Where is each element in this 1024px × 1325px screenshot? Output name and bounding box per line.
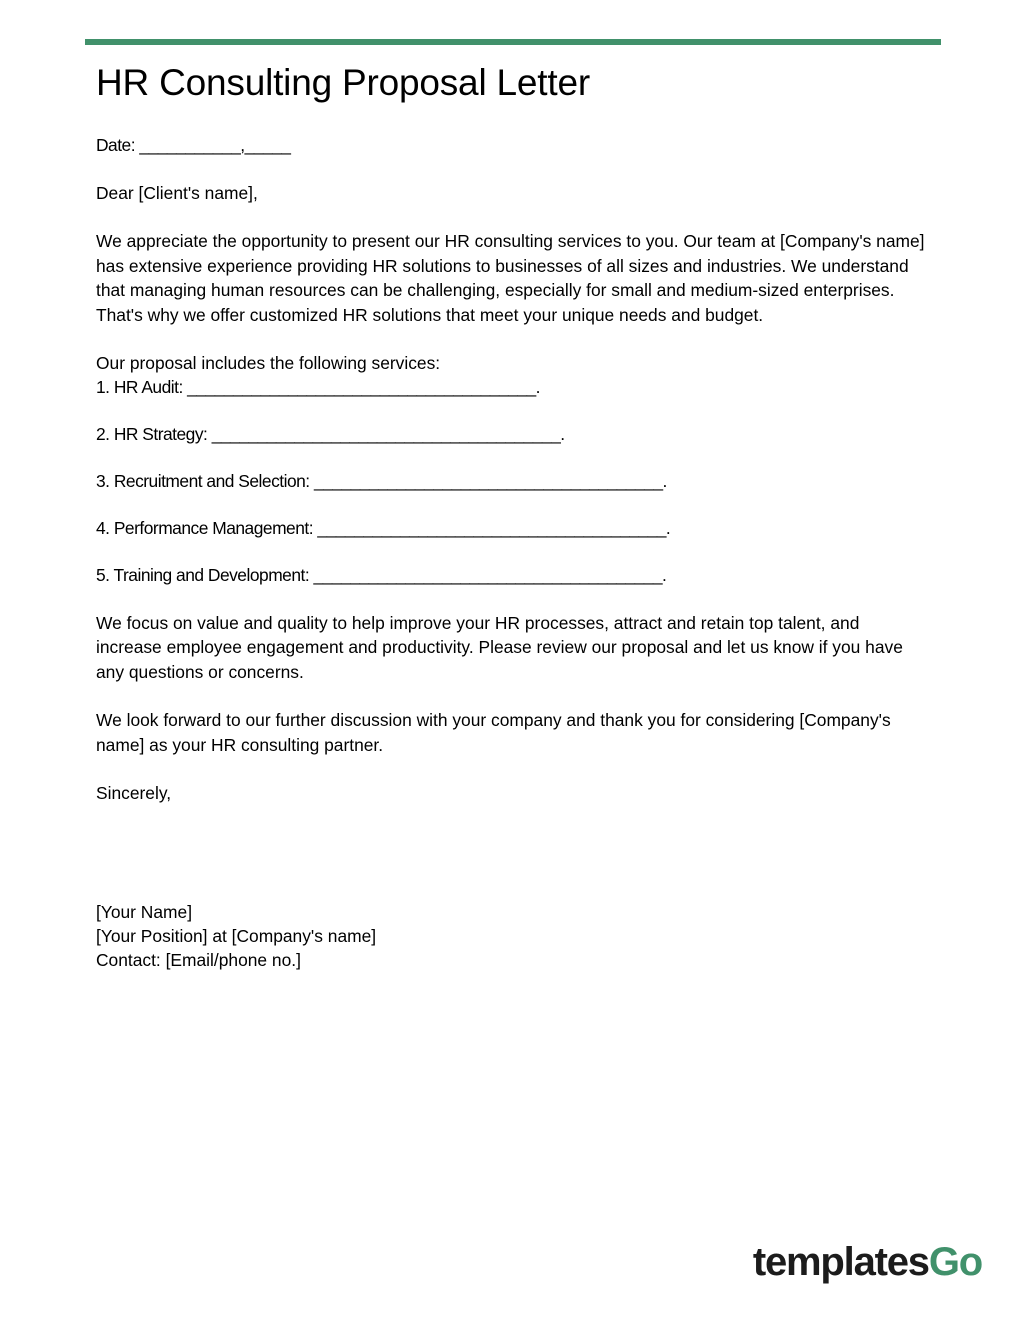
brand-name-accent: Go [928, 1240, 982, 1284]
spacer [96, 446, 928, 469]
spacer [96, 587, 928, 611]
templatesgo-logo [753, 1242, 982, 1282]
date-line[interactable]: Date: ___________,_____ [96, 135, 291, 156]
service-item-1[interactable]: 1. HR Audit: ______________________________________. [96, 377, 540, 398]
letter-body [96, 62, 928, 972]
spacer [96, 493, 928, 516]
page-title: HR Consulting Proposal Letter [96, 62, 590, 103]
spacer [96, 540, 928, 563]
salutation: Dear [Client's name], [96, 183, 258, 204]
sign-off: Sincerely, [96, 783, 172, 804]
signature-space [96, 805, 928, 900]
service-item-2[interactable]: 2. HR Strategy: ______________________________________. [96, 424, 565, 445]
spacer [96, 684, 928, 708]
services-intro: Our proposal includes the following services: [96, 353, 441, 374]
service-item-4[interactable]: 4. Performance Management: ______________________________________. [96, 518, 671, 539]
spacer [96, 757, 928, 781]
service-item-3[interactable]: 3. Recruitment and Selection: ______________________________________. [96, 471, 667, 492]
service-item-5[interactable]: 5. Training and Development: ______________________________________. [96, 565, 667, 586]
signature-position[interactable]: [Your Position] at [Company's name] [96, 926, 377, 947]
header-accent-rule [85, 39, 941, 45]
spacer [96, 327, 928, 351]
intro-paragraph: We appreciate the opportunity to present our HR consulting services to you. Our team at [Company's name] has extensive experience providing HR solutions to businesses of all sizes and industries. We understand that managing human resources can be challenging, especially for small and medium-sized enterprises. That's why we offer customized HR solutions that meet your unique needs and budget. [96, 231, 925, 325]
signature-contact[interactable]: Contact: [Email/phone no.] [96, 950, 301, 971]
brand-name-primary: templates [752, 1240, 929, 1284]
spacer [96, 157, 928, 181]
closing-paragraph: We look forward to our further discussion with your company and thank you for considering [Company's name] as your HR consulting partner. [96, 710, 891, 755]
spacer [96, 399, 928, 422]
value-paragraph: We focus on value and quality to help improve your HR processes, attract and retain top talent, and increase employee engagement and productivity. Please review our proposal and let us know if you have any questions or concerns. [96, 613, 903, 682]
spacer [96, 205, 928, 229]
signature-name[interactable]: [Your Name] [96, 902, 193, 923]
